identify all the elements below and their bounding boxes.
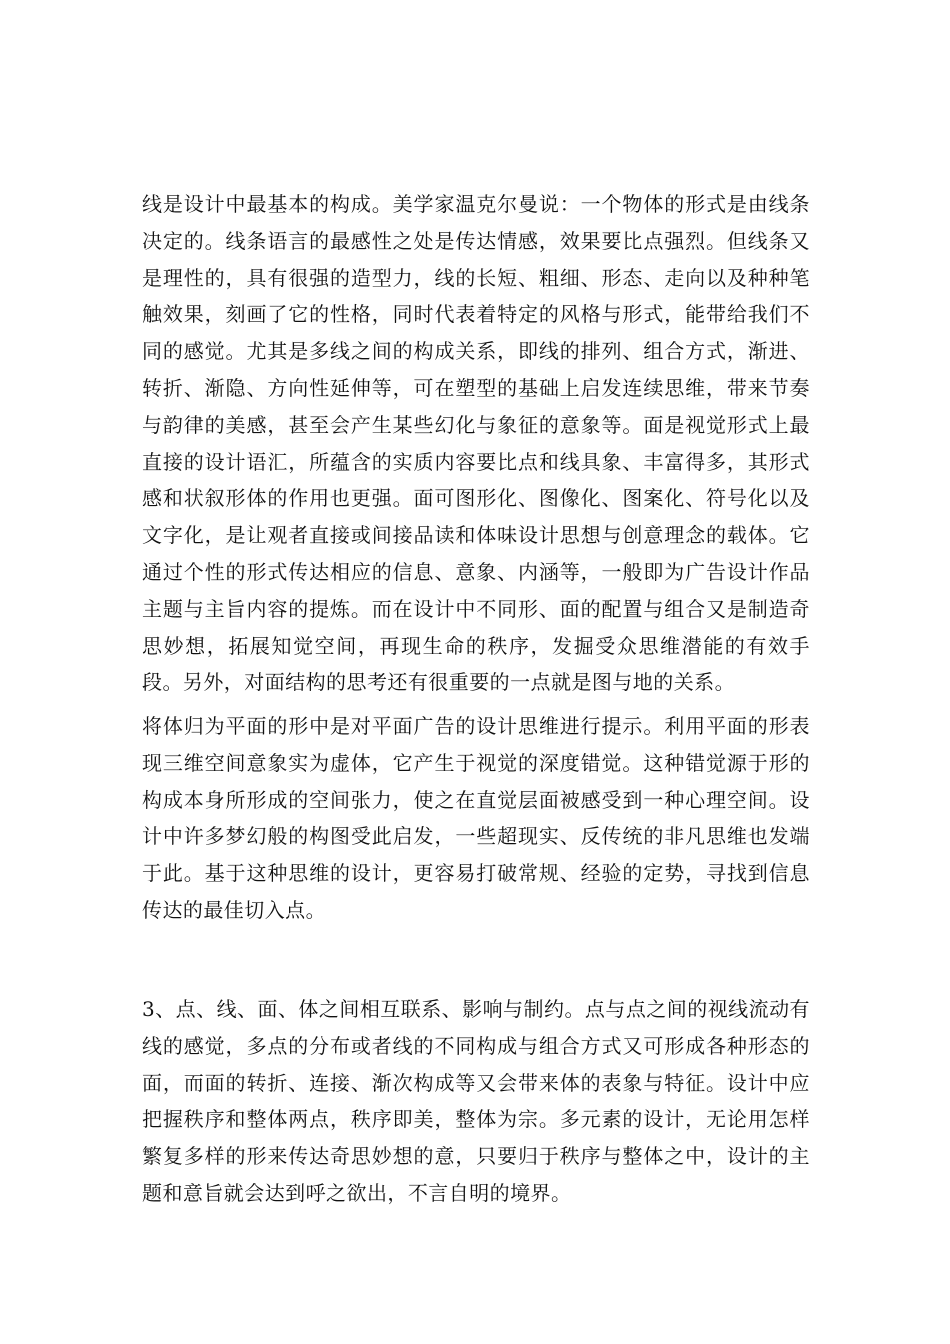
paragraph-volume-as-plane: 将体归为平面的形中是对平面广告的设计思维进行提示。利用平面的形表现三维空间意象实为虚体，它产生于视觉的深度错觉。这种错觉源于形的构成本身所形成的空间张力，使之在直觉层面被感受到一种心理空间。设计中许多梦幻般的构图受此启发，一些超现实、反传统的非凡思维也发端于此。基于这种思维的设计，更容易打破常规、经验的定势，寻找到信息传达的最佳切入点。 <box>142 714 810 922</box>
paragraph-interrelation: 3、点、线、面、体之间相互联系、影响与制约。点与点之间的视线流动有线的感觉，多点的分布或者线的不同构成与组合方式又可形成各种形态的面，而面的转折、连接、渐次构成等又会带来体的表象与特征。设计中应把握秩序和整体两点，秩序即美，整体为宗。多元素的设计，无论用怎样繁复多样的形来传达奇思妙想的意，只要归于秩序与整体之中，设计的主题和意旨就会达到呼之欲出，不言自明的境界。 <box>142 997 810 1205</box>
paragraph-line-and-surface: 线是设计中最基本的构成。美学家温克尔曼说：一个物体的形式是由线条决定的。线条语言的最感性之处是传达情感，效果要比点强烈。但线条又是理性的，具有很强的造型力，线的长短、粗细、形态、走向以及种种笔触效果，刻画了它的性格，同时代表着特定的风格与形式，能带给我们不同的感觉。尤其是多线之间的构成关系，即线的排列、组合方式，渐进、转折、渐隐、方向性延伸等，可在塑型的基础上启发连续思维，带来节奏与韵律的美感，甚至会产生某些幻化与象征的意象等。面是视觉形式上最直接的设计语汇，所蕴含的实质内容要比点和线具象、丰富得多，其形式感和状叙形体的作用也更强。面可图形化、图像化、图案化、符号化以及文字化，是让观者直接或间接品读和体味设计思想与创意理念的载体。它通过个性的形式传达相应的信息、意象、内涵等，一般即为广告设计作品主题与主旨内容的提炼。而在设计中不同形、面的配置与组合又是制造奇思妙想，拓展知觉空间，再现生命的秩序，发掘受众思维潜能的有效手段。另外，对面结构的思考还有很重要的一点就是图与地的关系。 <box>142 192 810 695</box>
